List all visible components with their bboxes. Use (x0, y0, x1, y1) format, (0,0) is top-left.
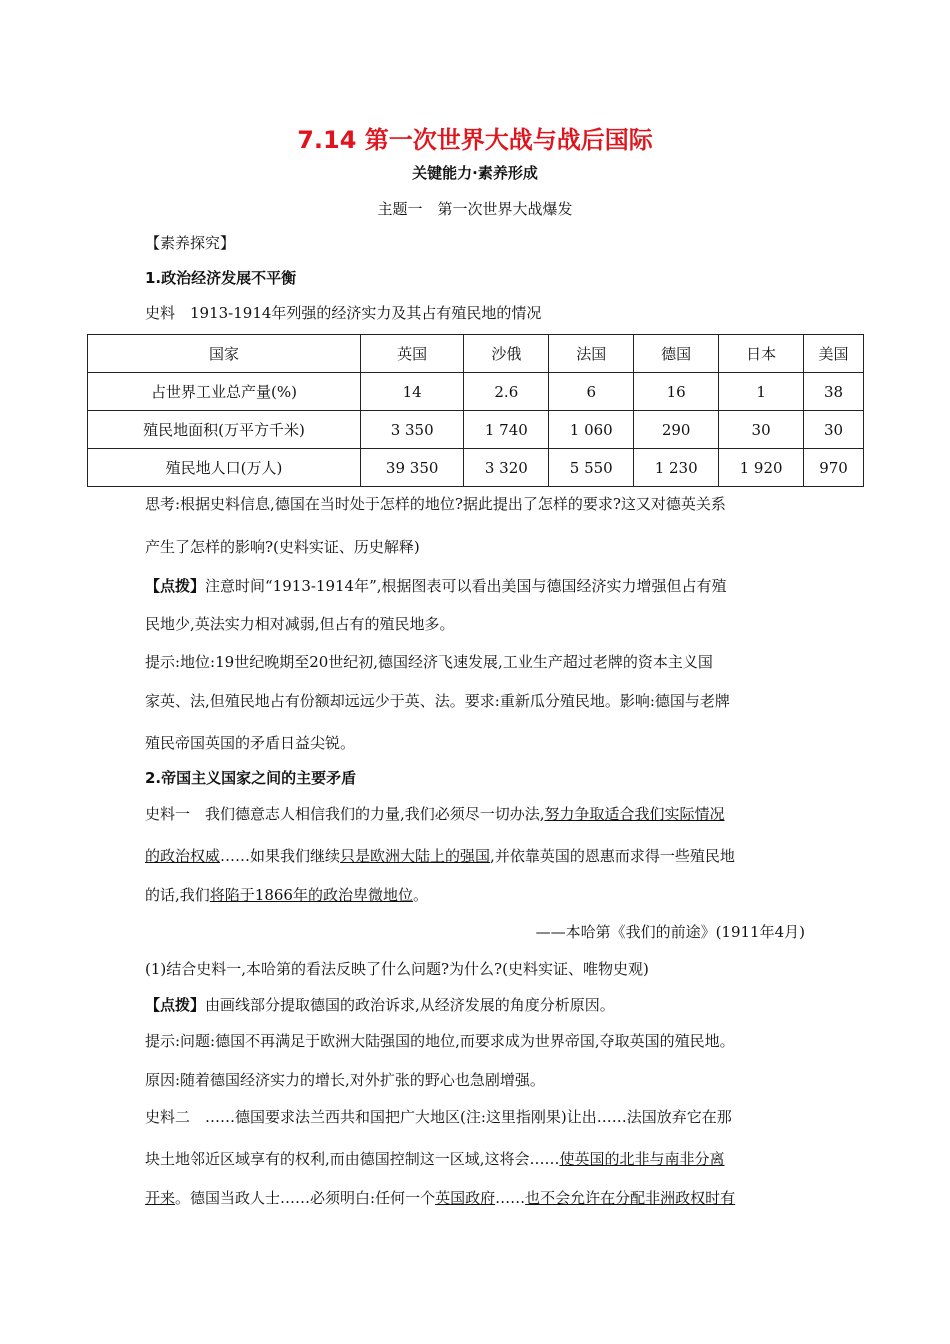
text-span: ,并依靠英国的恩惠而求得一些殖民地 (490, 847, 735, 865)
underlined-text: 将陷于1866年的政治卑微地位 (209, 886, 413, 904)
tip-text: 注意时间“1913-1914年”,根据图表可以看出美国与德国经济实力增强但占有殖 (205, 577, 727, 595)
text-span: ……如果我们继续 (220, 847, 341, 865)
tip-text: 由画线部分提取德国的政治诉求,从经济发展的角度分析原因。 (205, 996, 615, 1014)
table-header-cell: 德国 (634, 335, 719, 373)
text-span: 。德国当政人士……必须明白:任何一个 (175, 1189, 436, 1207)
underlined-text: 英国政府 (435, 1189, 496, 1207)
table-header-cell: 美国 (804, 335, 864, 373)
table-header-cell: 日本 (719, 335, 804, 373)
table-cell: 970 (804, 449, 864, 487)
source1-line-3 (145, 884, 428, 905)
table-cell: 3 350 (361, 411, 464, 449)
text-span: …… (495, 1189, 526, 1207)
hint-line-1: 提示:地位:19世纪晚期至20世纪初,德国经济飞速发展,工业生产超过老牌的资本主义国 (145, 653, 713, 671)
text-span: 史料一 我们德意志人相信我们的力量,我们必须尽一切办法, (145, 805, 545, 823)
text-span: 的话,我们 (145, 886, 210, 904)
table-cell: 1 230 (634, 449, 719, 487)
tip-paragraph-1 (145, 575, 727, 596)
text-span: 。 (412, 886, 428, 904)
table-cell: 1 (719, 373, 804, 411)
source-intro: 史料 1913-1914年列强的经济实力及其占有殖民地的情况 (145, 304, 542, 322)
source1-line-1 (145, 803, 725, 824)
underlined-text: 的政治权威 (145, 847, 221, 865)
table-header-cell: 国家 (88, 335, 361, 373)
table-cell: 3 320 (464, 449, 549, 487)
hint-line-3: 殖民帝国英国的矛盾日益尖锐。 (145, 734, 356, 752)
table-cell: 16 (634, 373, 719, 411)
table-cell: 39 350 (361, 449, 464, 487)
table-cell: 290 (634, 411, 719, 449)
hint-2-line-1: 提示:问题:德国不再满足于欧洲大陆强国的地位,而要求成为世界帝国,夺取英国的殖民地。 (145, 1032, 735, 1050)
table-cell: 30 (804, 411, 864, 449)
table-header-cell: 英国 (361, 335, 464, 373)
table-header-cell: 法国 (549, 335, 634, 373)
text-span: 块土地邻近区域享有的权利,而由德国控制这一区域,这将会…… (145, 1150, 560, 1168)
table-cell: 2.6 (464, 373, 549, 411)
table-row (88, 411, 864, 449)
table-header-cell: 沙俄 (464, 335, 549, 373)
table-cell: 殖民地面积(万平方千米) (88, 411, 361, 449)
heading-1: 1.政治经济发展不平衡 (145, 269, 297, 287)
think-line-2: 产生了怎样的影响?(史料实证、历史解释) (145, 538, 420, 556)
think-line-1: 思考:根据史料信息,德国在当时处于怎样的地位?据此提出了怎样的要求?这又对德英关系 (145, 495, 726, 513)
table-row (88, 449, 864, 487)
table-cell: 1 740 (464, 411, 549, 449)
citation: ——本哈第《我们的前途》(1911年4月) (535, 923, 805, 941)
table-cell: 占世界工业总产量(%) (88, 373, 361, 411)
source2-line-1: 史料二 ……德国要求法兰西共和国把广大地区(注:这里指刚果)让出……法国放弃它在那 (145, 1108, 732, 1126)
table-cell: 殖民地人口(万人) (88, 449, 361, 487)
document-title: 7.14 第一次世界大战与战后国际 (297, 126, 653, 154)
underlined-text: 使英国的北非与南非分离 (559, 1150, 725, 1168)
underlined-text: 努力争取适合我们实际情况 (544, 805, 725, 823)
data-table (87, 334, 864, 487)
source1-line-2 (145, 845, 735, 866)
underlined-text: 开来 (145, 1189, 176, 1207)
source2-line-3 (145, 1187, 735, 1208)
tip-paragraph-2 (145, 994, 615, 1015)
underlined-text: 也不会允许在分配非洲政权时有 (525, 1189, 736, 1207)
tip-line-2: 民地少,英法实力相对减弱,但占有的殖民地多。 (145, 615, 455, 633)
table-cell: 38 (804, 373, 864, 411)
question-1: (1)结合史料一,本哈第的看法反映了什么问题?为什么?(史料实证、唯物史观) (145, 960, 649, 978)
topic-heading: 主题一 第一次世界大战爆发 (377, 200, 573, 218)
table-cell: 1 920 (719, 449, 804, 487)
section-subtitle: 关键能力·素养形成 (412, 164, 538, 182)
tip-tag: 【点拨】 (145, 577, 206, 595)
hint-2-line-2: 原因:随着德国经济实力的增长,对外扩张的野心也急剧增强。 (145, 1071, 545, 1089)
underlined-text: 只是欧洲大陆上的强国 (340, 847, 491, 865)
table-cell: 6 (549, 373, 634, 411)
table-cell: 14 (361, 373, 464, 411)
table-row (88, 373, 864, 411)
hint-line-2: 家英、法,但殖民地占有份额却远远少于英、法。要求:重新瓜分殖民地。影响:德国与老牌 (145, 692, 730, 710)
table-cell: 5 550 (549, 449, 634, 487)
section-tag: 【素养探究】 (145, 234, 236, 252)
table-header-row (88, 335, 864, 373)
table-cell: 30 (719, 411, 804, 449)
tip-tag: 【点拨】 (145, 996, 206, 1014)
source2-line-2 (145, 1148, 725, 1169)
heading-2: 2.帝国主义国家之间的主要矛盾 (145, 769, 357, 787)
table-cell: 1 060 (549, 411, 634, 449)
